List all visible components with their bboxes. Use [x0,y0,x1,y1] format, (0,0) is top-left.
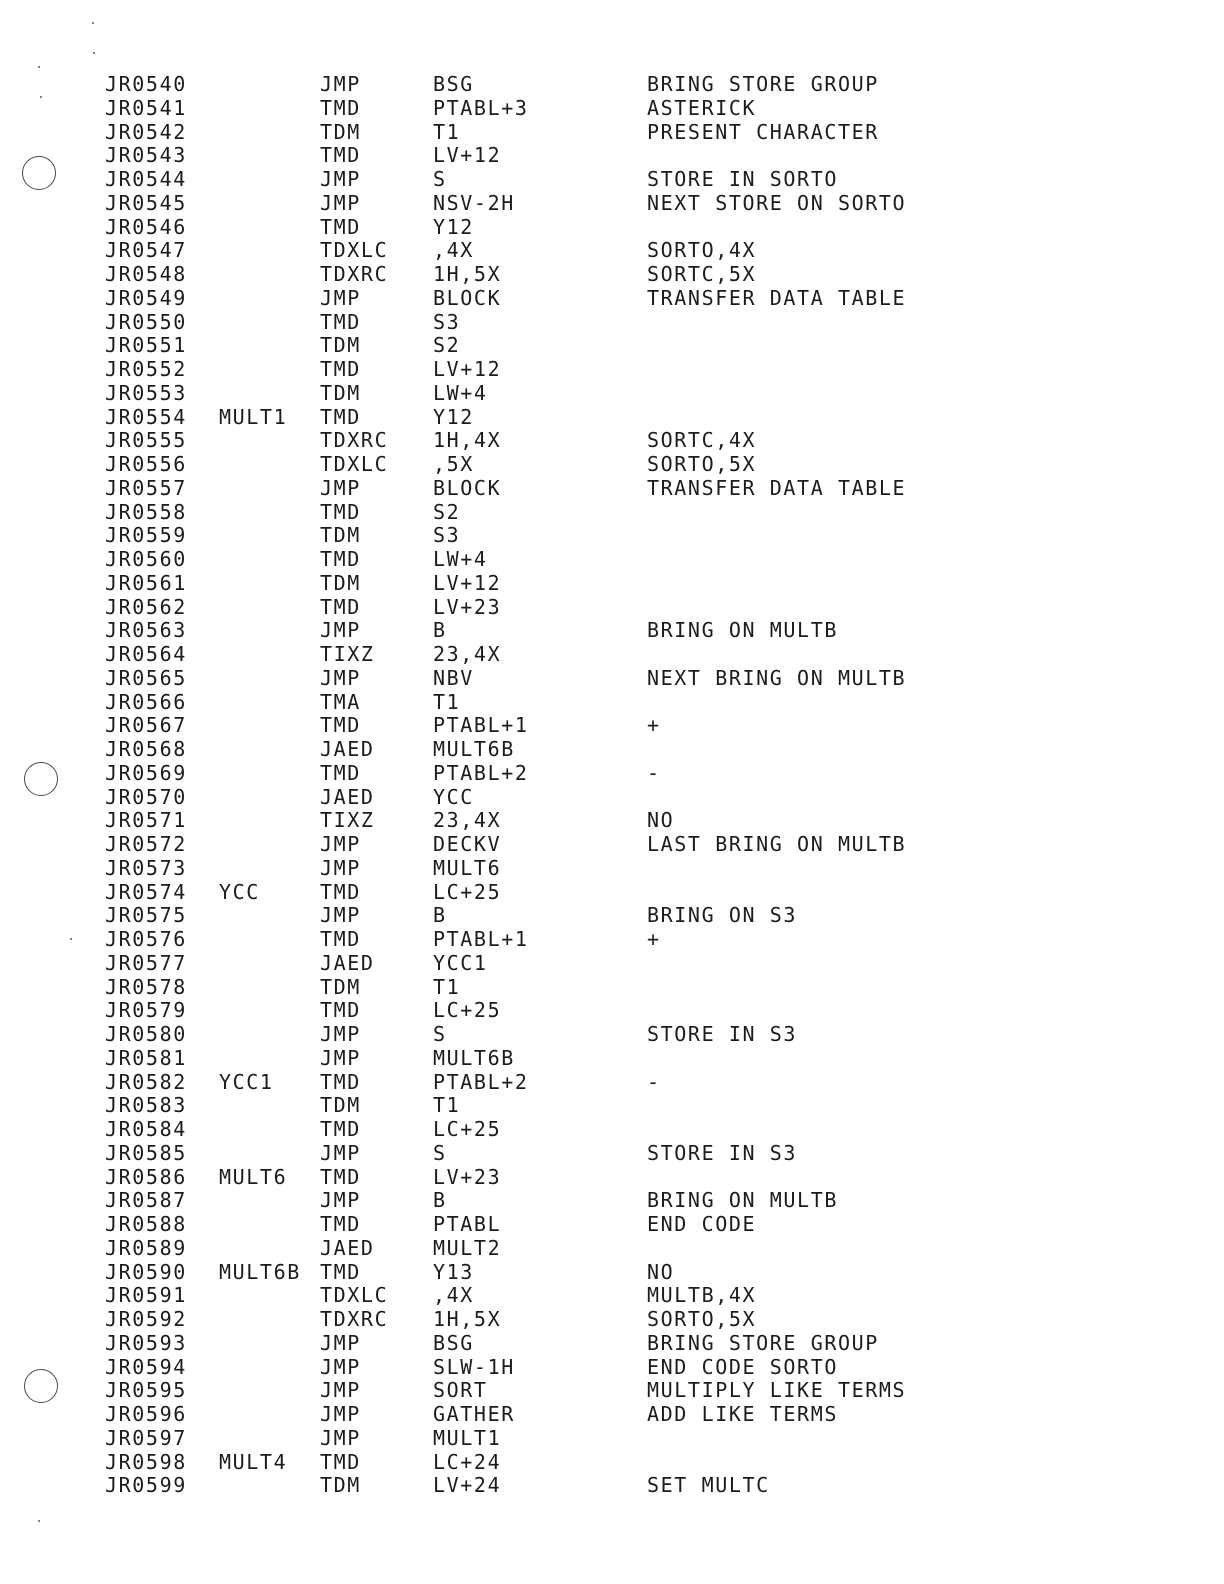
sequence-number: JR0562 [105,594,187,619]
operand: PTABL+2 [433,760,529,785]
operand: LW+4 [433,380,488,405]
operand: S [433,1140,447,1165]
sequence-number: JR0585 [105,1140,187,1165]
opcode: JMP [320,1045,361,1070]
listing-line [105,1427,1005,1451]
operand: LV+12 [433,357,502,381]
sequence-number: JR0578 [105,974,187,999]
sequence-number: JR0541 [105,95,187,120]
listing-line [105,786,1005,810]
opcode: JMP [320,618,361,643]
listing-line [105,572,1005,596]
sequence-number: JR0556 [105,452,187,476]
sequence-number: JR0557 [105,475,187,500]
scan-speck [38,66,40,68]
opcode: TIXZ [320,808,375,833]
comment: LAST BRING ON MULTB [647,832,907,856]
listing-line [105,311,1005,335]
sequence-number: JR0580 [105,1022,187,1046]
listing-line [105,1474,1005,1498]
statement-label: MULT6B [219,1259,301,1284]
scan-speck [70,938,72,940]
operand: 23,4X [433,642,502,666]
opcode: JMP [320,1022,361,1046]
sequence-number: JR0590 [105,1259,187,1284]
sequence-number: JR0582 [105,1069,187,1094]
opcode: TMD [320,879,361,904]
operand: PTABL+1 [433,713,529,738]
sequence-number: JR0543 [105,143,187,168]
comment: NEXT STORE ON SORTO [647,190,907,215]
punch-hole [22,156,56,190]
opcode: JMP [320,72,361,96]
listing-line [105,548,1005,572]
sequence-number: JR0583 [105,1093,187,1118]
sequence-number: JR0597 [105,1425,187,1450]
sequence-number: JR0546 [105,214,187,239]
sequence-number: JR0565 [105,665,187,690]
listing-line [105,619,1005,643]
opcode: TDM [320,380,361,405]
comment: + [647,927,661,951]
listing-line [105,976,1005,1000]
opcode: TMD [320,1069,361,1094]
sequence-number: JR0548 [105,262,187,286]
operand: MULT6B [433,1045,515,1070]
sequence-number: JR0559 [105,523,187,548]
listing-line [105,714,1005,738]
opcode: JAED [320,950,375,975]
operand: 23,4X [433,808,502,833]
operand: LC+25 [433,1117,502,1141]
opcode: TMD [320,95,361,120]
sequence-number: JR0549 [105,285,187,310]
opcode: JMP [320,1188,361,1213]
listing-line [105,667,1005,691]
listing-line [105,1403,1005,1427]
comment: STORE IN SORTO [647,167,838,191]
sequence-number: JR0599 [105,1473,187,1498]
operand: BLOCK [433,285,502,310]
opcode: JMP [320,1354,361,1379]
statement-label: YCC1 [219,1069,274,1094]
opcode: JMP [320,1402,361,1426]
sequence-number: JR0567 [105,713,187,738]
listing-line [105,477,1005,501]
operand: S2 [433,499,461,524]
operand: PTABL [433,1212,502,1236]
operand: LC+24 [433,1449,502,1474]
opcode: TMD [320,713,361,738]
comment: ADD LIKE TERMS [647,1402,838,1426]
sequence-number: JR0596 [105,1402,187,1426]
opcode: TDM [320,333,361,358]
comment: SET MULTC [647,1473,770,1498]
opcode: JMP [320,475,361,500]
sequence-number: JR0545 [105,190,187,215]
operand: PTABL+3 [433,95,529,120]
opcode: TMD [320,998,361,1023]
listing-line [105,1237,1005,1261]
listing-line [105,97,1005,121]
opcode: JAED [320,1235,375,1260]
opcode: TDXLC [320,238,389,263]
sequence-number: JR0552 [105,357,187,381]
sequence-number: JR0547 [105,238,187,263]
operand: LV+24 [433,1473,502,1498]
listing-line [105,524,1005,548]
opcode: JAED [320,737,375,761]
listing-line [105,453,1005,477]
opcode: TDXLC [320,1283,389,1308]
comment: NO [647,808,675,833]
sequence-number: JR0594 [105,1354,187,1379]
sequence-number: JR0566 [105,689,187,714]
punch-hole [24,1369,58,1403]
opcode: JMP [320,1140,361,1165]
comment: END CODE [647,1212,757,1236]
operand: 1H,5X [433,1307,502,1331]
scan-speck [40,96,42,98]
operand: ,5X [433,452,474,476]
comment: PRESENT CHARACTER [647,119,879,144]
comment: MULTB,4X [647,1283,757,1308]
listing-line [105,1023,1005,1047]
sequence-number: JR0571 [105,808,187,833]
opcode: TMD [320,499,361,524]
opcode: TDXLC [320,452,389,476]
listing-line [105,1261,1005,1285]
scan-speck [92,22,94,24]
sequence-number: JR0568 [105,737,187,761]
operand: LV+23 [433,1164,502,1189]
operand: MULT6B [433,737,515,761]
sequence-number: JR0572 [105,832,187,856]
opcode: JMP [320,903,361,928]
sequence-number: JR0592 [105,1307,187,1331]
listing-line [105,168,1005,192]
opcode: TMD [320,927,361,951]
statement-label: MULT6 [219,1164,288,1189]
comment: - [647,1069,661,1094]
opcode: TMD [320,1212,361,1236]
listing-line [105,1094,1005,1118]
comment: STORE IN S3 [647,1140,798,1165]
opcode: JMP [320,665,361,690]
comment: STORE IN S3 [647,1022,798,1046]
operand: PTABL+2 [433,1069,529,1094]
listing-line [105,643,1005,667]
code-listing [105,73,1005,1498]
opcode: TMD [320,1449,361,1474]
listing-line [105,999,1005,1023]
opcode: TMD [320,404,361,429]
listing-line [105,501,1005,525]
comment: BRING STORE GROUP [647,1330,879,1355]
operand: SORT [433,1378,488,1403]
listing-line [105,1142,1005,1166]
comment: SORTO,5X [647,452,757,476]
opcode: TMD [320,309,361,334]
sequence-number: JR0569 [105,760,187,785]
operand: B [433,903,447,928]
listing-line [105,833,1005,857]
opcode: JMP [320,190,361,215]
listing-line [105,928,1005,952]
listing-line [105,857,1005,881]
listing-line [105,73,1005,97]
operand: LC+25 [433,879,502,904]
listing-line [105,1356,1005,1380]
listing-line [105,881,1005,905]
opcode: TDXRC [320,262,389,286]
operand: MULT1 [433,1425,502,1450]
comment: SORTO,4X [647,238,757,263]
listing-line [105,596,1005,620]
operand: MULT6 [433,855,502,880]
sequence-number: JR0540 [105,72,187,96]
comment: BRING ON S3 [647,903,798,928]
comment: BRING STORE GROUP [647,72,879,96]
statement-label: MULT1 [219,404,288,429]
operand: ,4X [433,1283,474,1308]
listing-line [105,1284,1005,1308]
opcode: JMP [320,855,361,880]
sequence-number: JR0554 [105,404,187,429]
sequence-number: JR0591 [105,1283,187,1308]
operand: GATHER [433,1402,515,1426]
opcode: TDM [320,523,361,548]
sequence-number: JR0576 [105,927,187,951]
sequence-number: JR0553 [105,380,187,405]
scan-speck [38,1520,40,1522]
comment: TRANSFER DATA TABLE [647,475,907,500]
listing-line [105,121,1005,145]
opcode: JMP [320,1425,361,1450]
operand: PTABL+1 [433,927,529,951]
comment: - [647,760,661,785]
sequence-number: JR0550 [105,309,187,334]
operand: Y13 [433,1259,474,1284]
operand: LC+25 [433,998,502,1023]
operand: LW+4 [433,547,488,571]
sequence-number: JR0561 [105,570,187,595]
sequence-number: JR0584 [105,1117,187,1141]
listing-line [105,144,1005,168]
listing-line [105,429,1005,453]
operand: B [433,618,447,643]
sequence-number: JR0573 [105,855,187,880]
opcode: JMP [320,1378,361,1403]
sequence-number: JR0577 [105,950,187,975]
listing-line [105,358,1005,382]
sequence-number: JR0558 [105,499,187,524]
listing-line [105,1213,1005,1237]
opcode: TDXRC [320,428,389,453]
listing-line [105,1047,1005,1071]
listing-line [105,263,1005,287]
comment: SORTO,5X [647,1307,757,1331]
operand: S3 [433,309,461,334]
listing-line [105,762,1005,786]
listing-line [105,216,1005,240]
opcode: JMP [320,285,361,310]
comment: SORTC,4X [647,428,757,453]
operand: MULT2 [433,1235,502,1260]
sequence-number: JR0598 [105,1449,187,1474]
operand: BSG [433,1330,474,1355]
operand: LV+12 [433,143,502,168]
comment: + [647,713,661,738]
opcode: TDM [320,1093,361,1118]
opcode: TMD [320,1164,361,1189]
comment: MULTIPLY LIKE TERMS [647,1378,907,1403]
operand: T1 [433,1093,461,1118]
operand: S2 [433,333,461,358]
listing-line [105,334,1005,358]
comment: TRANSFER DATA TABLE [647,285,907,310]
operand: DECKV [433,832,502,856]
operand: Y12 [433,214,474,239]
operand: B [433,1188,447,1213]
scan-speck [93,52,95,54]
sequence-number: JR0581 [105,1045,187,1070]
operand: LV+23 [433,594,502,619]
operand: BLOCK [433,475,502,500]
comment: BRING ON MULTB [647,618,838,643]
sequence-number: JR0564 [105,642,187,666]
listing-line [105,406,1005,430]
comment: SORTC,5X [647,262,757,286]
sequence-number: JR0551 [105,333,187,358]
comment: BRING ON MULTB [647,1188,838,1213]
operand: 1H,5X [433,262,502,286]
listing-line [105,1118,1005,1142]
operand: S3 [433,523,461,548]
statement-label: YCC [219,879,260,904]
comment: END CODE SORTO [647,1354,838,1379]
opcode: TMD [320,760,361,785]
sequence-number: JR0588 [105,1212,187,1236]
sequence-number: JR0555 [105,428,187,453]
operand: LV+12 [433,570,502,595]
operand: T1 [433,974,461,999]
listing-line [105,1166,1005,1190]
sequence-number: JR0542 [105,119,187,144]
opcode: JMP [320,832,361,856]
comment: NO [647,1259,675,1284]
operand: SLW-1H [433,1354,515,1379]
opcode: TMD [320,214,361,239]
operand: ,4X [433,238,474,263]
listing-line [105,239,1005,263]
sequence-number: JR0560 [105,547,187,571]
listing-line [105,287,1005,311]
listing-line [105,382,1005,406]
operand: S [433,167,447,191]
sequence-number: JR0574 [105,879,187,904]
listing-line [105,192,1005,216]
sequence-number: JR0575 [105,903,187,928]
listing-line [105,1189,1005,1213]
sequence-number: JR0570 [105,784,187,809]
listing-line [105,1379,1005,1403]
opcode: TDM [320,119,361,144]
statement-label: MULT4 [219,1449,288,1474]
operand: BSG [433,72,474,96]
comment: NEXT BRING ON MULTB [647,665,907,690]
operand: T1 [433,689,461,714]
opcode: TDM [320,1473,361,1498]
sequence-number: JR0595 [105,1378,187,1403]
operand: NSV-2H [433,190,515,215]
opcode: TMA [320,689,361,714]
opcode: TMD [320,547,361,571]
operand: Y12 [433,404,474,429]
operand: 1H,4X [433,428,502,453]
opcode: JMP [320,1330,361,1355]
operand: YCC [433,784,474,809]
opcode: TDXRC [320,1307,389,1331]
listing-line [105,809,1005,833]
listing-line [105,691,1005,715]
opcode: TMD [320,1259,361,1284]
opcode: TIXZ [320,642,375,666]
sequence-number: JR0544 [105,167,187,191]
punch-hole [24,762,58,796]
operand: YCC1 [433,950,488,975]
sequence-number: JR0589 [105,1235,187,1260]
sequence-number: JR0563 [105,618,187,643]
opcode: TMD [320,357,361,381]
listing-line [105,952,1005,976]
listing-line [105,1308,1005,1332]
operand: S [433,1022,447,1046]
opcode: TDM [320,570,361,595]
sequence-number: JR0586 [105,1164,187,1189]
listing-line [105,1071,1005,1095]
listing-line [105,1451,1005,1475]
operand: NBV [433,665,474,690]
opcode: TDM [320,974,361,999]
operand: T1 [433,119,461,144]
comment: ASTERICK [647,95,757,120]
opcode: TMD [320,594,361,619]
opcode: TMD [320,1117,361,1141]
listing-line [105,904,1005,928]
opcode: JMP [320,167,361,191]
listing-line [105,738,1005,762]
opcode: TMD [320,143,361,168]
sequence-number: JR0587 [105,1188,187,1213]
opcode: JAED [320,784,375,809]
sequence-number: JR0593 [105,1330,187,1355]
listing-line [105,1332,1005,1356]
sequence-number: JR0579 [105,998,187,1023]
